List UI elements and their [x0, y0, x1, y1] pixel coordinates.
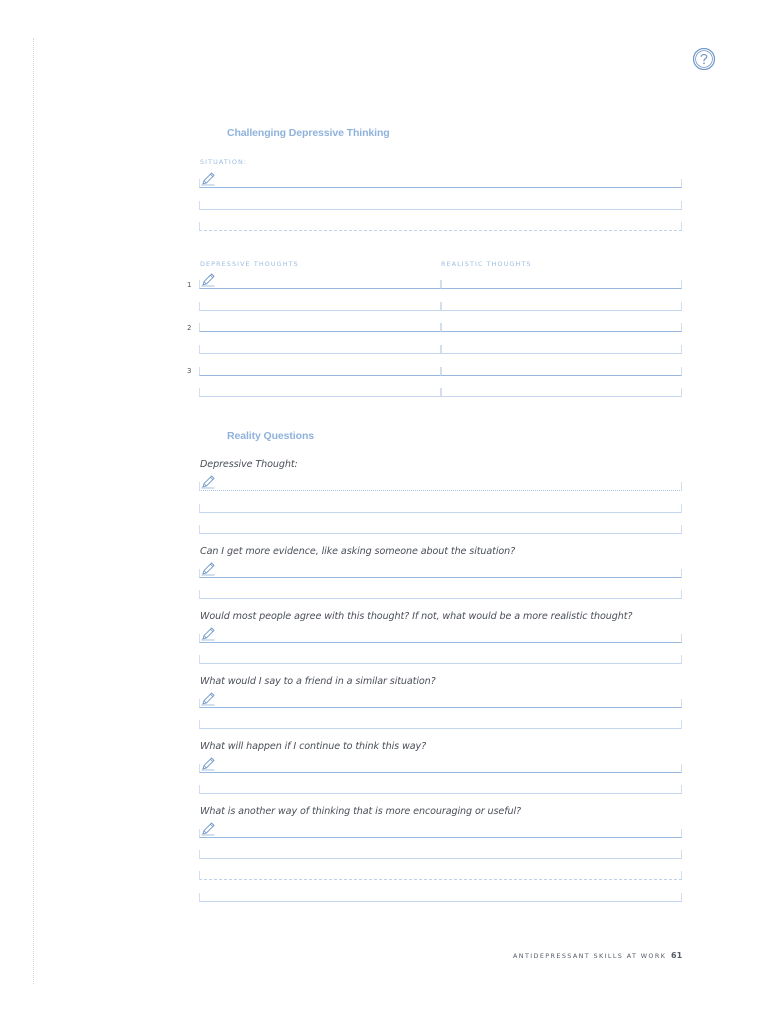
continue-thinking-field-line-1[interactable]: [199, 764, 682, 773]
friend-situation-field-line-1[interactable]: [199, 699, 682, 708]
realistic-thought-3-line-2[interactable]: [440, 388, 682, 397]
situation-field-line-3[interactable]: [199, 222, 682, 231]
question-continue-thinking: What will happen if I continue to think this way?: [200, 741, 427, 752]
question-another-way: What is another way of thinking that is more encouraging or useful?: [200, 806, 522, 817]
depressive-thought-3-line-2[interactable]: [199, 388, 442, 397]
another-way-field-line-2[interactable]: [199, 850, 682, 859]
depressive-thought-2-line-1[interactable]: [199, 323, 442, 332]
realistic-thought-2-line-1[interactable]: [440, 323, 682, 332]
row-number-3: 3: [187, 367, 192, 375]
question-friend-situation: What would I say to a friend in a similar situation?: [200, 676, 436, 687]
depressive-thoughts-header: DEPRESSIVE THOUGHTS: [200, 260, 299, 268]
question-more-evidence: Can I get more evidence, like asking someone about the situation?: [200, 546, 516, 557]
situation-label: SITUATION:: [200, 158, 248, 166]
depressive-thought-field-line-2[interactable]: [199, 504, 682, 513]
more-evidence-field-line-2[interactable]: [199, 590, 682, 599]
running-title: ANTIDEPRESSANT SKILLS AT WORK: [513, 952, 667, 960]
friend-situation-field-line-2[interactable]: [199, 720, 682, 729]
situation-field-line-2[interactable]: [199, 201, 682, 210]
margin-guide: [33, 38, 34, 984]
question-depressive-thought: Depressive Thought:: [200, 459, 298, 470]
situation-field-line-1[interactable]: [199, 179, 682, 188]
question-most-people-agree: Would most people agree with this thought? If not, what would be a more realistic thought?: [200, 611, 633, 622]
section-title-challenging: Challenging Depressive Thinking: [227, 127, 390, 139]
another-way-field-line-1[interactable]: [199, 829, 682, 838]
realistic-thoughts-header: REALISTIC THOUGHTS: [441, 260, 532, 268]
page-number: 61: [671, 951, 683, 960]
continue-thinking-field-line-2[interactable]: [199, 785, 682, 794]
realistic-thought-3-line-1[interactable]: [440, 367, 682, 376]
another-way-field-line-4[interactable]: [199, 893, 682, 902]
section-title-reality-questions: Reality Questions: [227, 430, 314, 442]
realistic-thought-1-line-1[interactable]: [440, 280, 682, 289]
row-number-2: 2: [187, 324, 192, 332]
realistic-thought-1-line-2[interactable]: [440, 302, 682, 311]
depressive-thought-3-line-1[interactable]: [199, 367, 442, 376]
help-button[interactable]: [692, 47, 716, 71]
more-evidence-field-line-1[interactable]: [199, 569, 682, 578]
depressive-thought-2-line-2[interactable]: [199, 345, 442, 354]
another-way-field-line-3[interactable]: [199, 871, 682, 880]
depressive-thought-field-line-1[interactable]: [199, 482, 682, 491]
question-circle-icon: [692, 47, 716, 71]
depressive-thought-1-line-1[interactable]: [199, 280, 442, 289]
depressive-thought-field-line-3[interactable]: [199, 525, 682, 534]
most-people-agree-field-line-2[interactable]: [199, 655, 682, 664]
depressive-thought-1-line-2[interactable]: [199, 302, 442, 311]
realistic-thought-2-line-2[interactable]: [440, 345, 682, 354]
most-people-agree-field-line-1[interactable]: [199, 634, 682, 643]
row-number-1: 1: [187, 281, 192, 289]
